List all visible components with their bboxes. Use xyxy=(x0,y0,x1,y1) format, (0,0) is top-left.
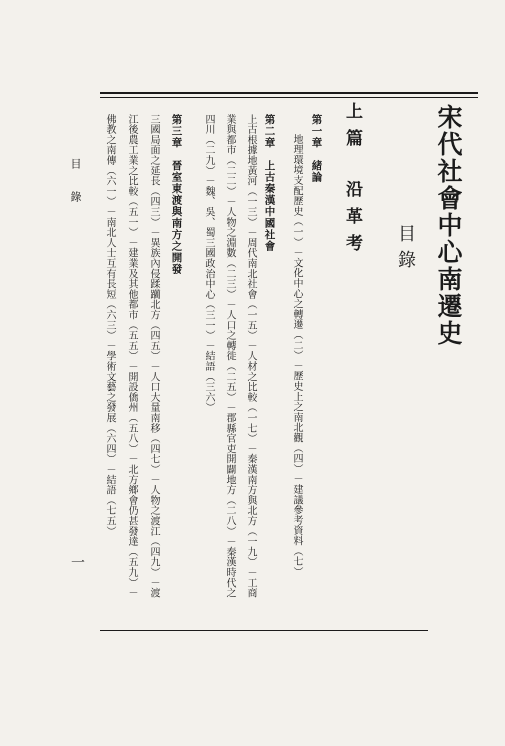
chapter-3-title: 第三章 晉室東渡與南方之開發 xyxy=(170,114,183,275)
top-rule-thin xyxy=(100,97,478,98)
chapter-2-line-3: 四川（二九）－魏、吳、蜀三國政治中心（三一）－結語（三六） xyxy=(203,114,214,413)
page-number: 一 xyxy=(69,555,85,569)
toc-heading: 目錄 xyxy=(395,224,416,276)
chapter-3-line-2: 江後農工業之比較（五一）－建業及其他都市（五五）－開設僑州（五八）－北方鄉會仍甚發達（五九）－ xyxy=(126,114,137,599)
part-label: 上篇 xyxy=(342,102,362,156)
top-rule-thick xyxy=(100,92,478,94)
bottom-rule-thin xyxy=(100,630,428,631)
chapter-2-title: 第二章 上古秦漢中國社會 xyxy=(263,114,276,252)
chapter-1-title: 第一章 緒論 xyxy=(310,114,323,183)
running-footer-label: 目錄 xyxy=(69,158,82,224)
part-title: 沿革考 xyxy=(342,180,362,261)
chapter-3-line-1: 三國局面之延長（四三）－異族內侵蹂躪北方（四五）－人口大量南移（四七）－人物之渡江（四九）－渡 xyxy=(148,114,159,599)
chapter-2-line-1: 上古根據地黃河（一三）－周代南北社會（一五）－人材之比較（一七）－秦漢南方與北方（一九）－工商 xyxy=(245,114,256,599)
chapter-2-line-2: 業與都市（二二）－人物之淵數（二三）－人口之轉徙（二五）－郡縣官吏開闢地方（二八）－秦漢時代之 xyxy=(224,114,235,599)
chapter-1-line-1: 地理環境支配歷史（一）－文化中心之轉遷（二）－歷史上之南北觀（四）－建議參考資料（七） xyxy=(291,134,302,577)
chapter-3-line-3: 佛教之南傳（六一）－南北人士互有長短（六三）－學術文藝之發展（六四）－結語（七五） xyxy=(104,114,115,537)
book-title: 宋代社會中心南遷史 xyxy=(434,104,463,347)
